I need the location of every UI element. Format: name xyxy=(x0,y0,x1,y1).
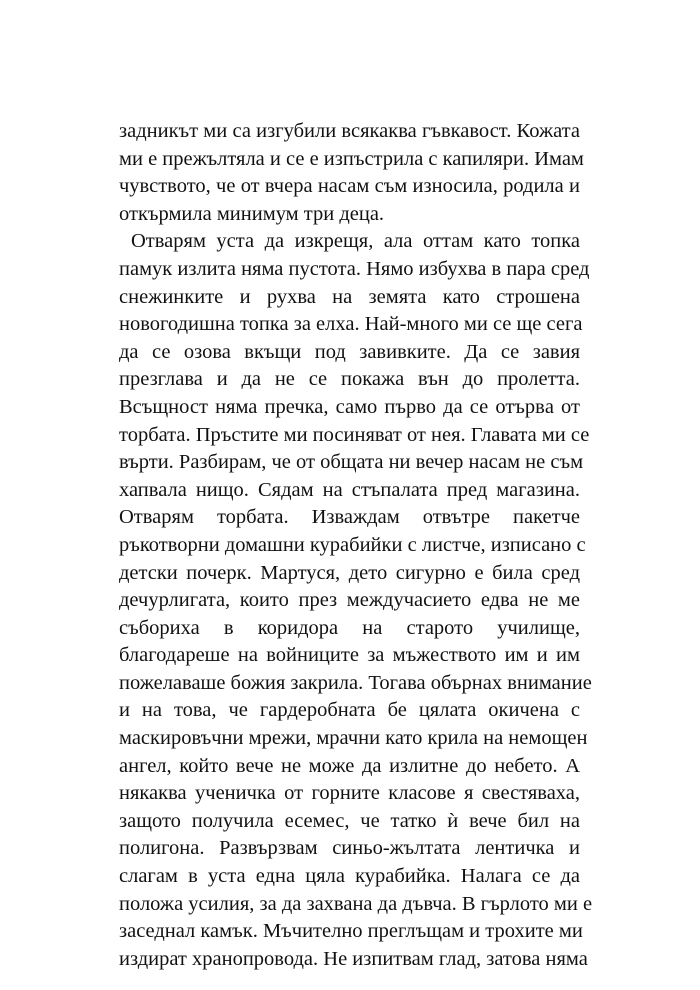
text-line: пожелаваше божия закрила. Тогава обърнах внимание xyxy=(119,671,592,694)
text-line: снежинките и рухва на земята като строшена xyxy=(119,285,580,308)
text-line: хапвала нищо. Сядам на стъпалата пред магазина. xyxy=(119,478,580,501)
text-line: памук излита няма пустота. Нямо избухва в пара сред xyxy=(119,257,590,280)
text-line: Всъщност няма пречка, само първо да се отървa от xyxy=(119,395,580,418)
text-line: някаква ученичка от горните класове я свестяваха, xyxy=(119,782,580,805)
text-line: благодареше на войниците за мъжеството им и им xyxy=(119,644,580,667)
text-line: слагам в уста една цяла курабийка. Налага се да xyxy=(119,865,580,888)
text-line: заседнал камък. Мъчително преглъщам и трохите ми xyxy=(119,920,583,943)
text-line: издират хранопровода. Не изпитвам глад, затова няма xyxy=(119,947,588,970)
text-line: събориха в коридора на старото училище, xyxy=(119,616,580,639)
text-line: върти. Разбирам, че от общата ни вечер насам не съм xyxy=(119,451,584,474)
text-line: положа усилия, за да захвана да дъвча. В гърлото ми е xyxy=(119,892,593,915)
text-line: Отварям уста да изкрещя, ала оттам като топка xyxy=(131,230,580,253)
text-line: полигона. Развързвам синьо-жълтата лентичка и xyxy=(119,837,580,860)
text-line: ми е прежълтяла и се е изпъстрила с капиляри. Имам xyxy=(119,147,584,170)
text-line: защото получила есемес, че татко ѝ вече бил на xyxy=(119,809,580,832)
text-line: дечурлигата, които през междучасието едва не ме xyxy=(119,589,580,612)
text-line: маскировъчни мрежи, мрачни като крила на немощен xyxy=(119,727,588,750)
text-line: да се озова вкъщи под завивките. Да се завия xyxy=(119,340,580,363)
text-line: презглава и да не се покажа вън до пролетта. xyxy=(119,368,580,391)
text-line: торбата. Пръстите ми посиняват от нея. Главата ми се xyxy=(119,423,590,446)
text-line: новогодишна топка за елха. Най-много ми се ще сега xyxy=(119,313,583,336)
text-line: детски почерк. Мартуся, дето сигурно е била сред xyxy=(119,561,580,584)
text-line: чувството, че от вчера насам съм износила, родила и xyxy=(119,175,580,198)
text-line: ангел, който вече не може да излитне до небето. А xyxy=(119,754,580,777)
text-line: Отварям торбата. Изваждам отвътре пакетче xyxy=(119,506,580,529)
text-line: ръкотворни домашни курабийки с листче, изписано с xyxy=(119,533,586,556)
text-line: задникът ми са изгубили всякаква гъвкавост. Кожата xyxy=(119,120,580,142)
body-text xyxy=(119,118,593,973)
text-line: и на това, че гардеробната бе цялата окичена с xyxy=(119,699,580,722)
text-line: откърмила минимум три деца. xyxy=(119,202,385,225)
